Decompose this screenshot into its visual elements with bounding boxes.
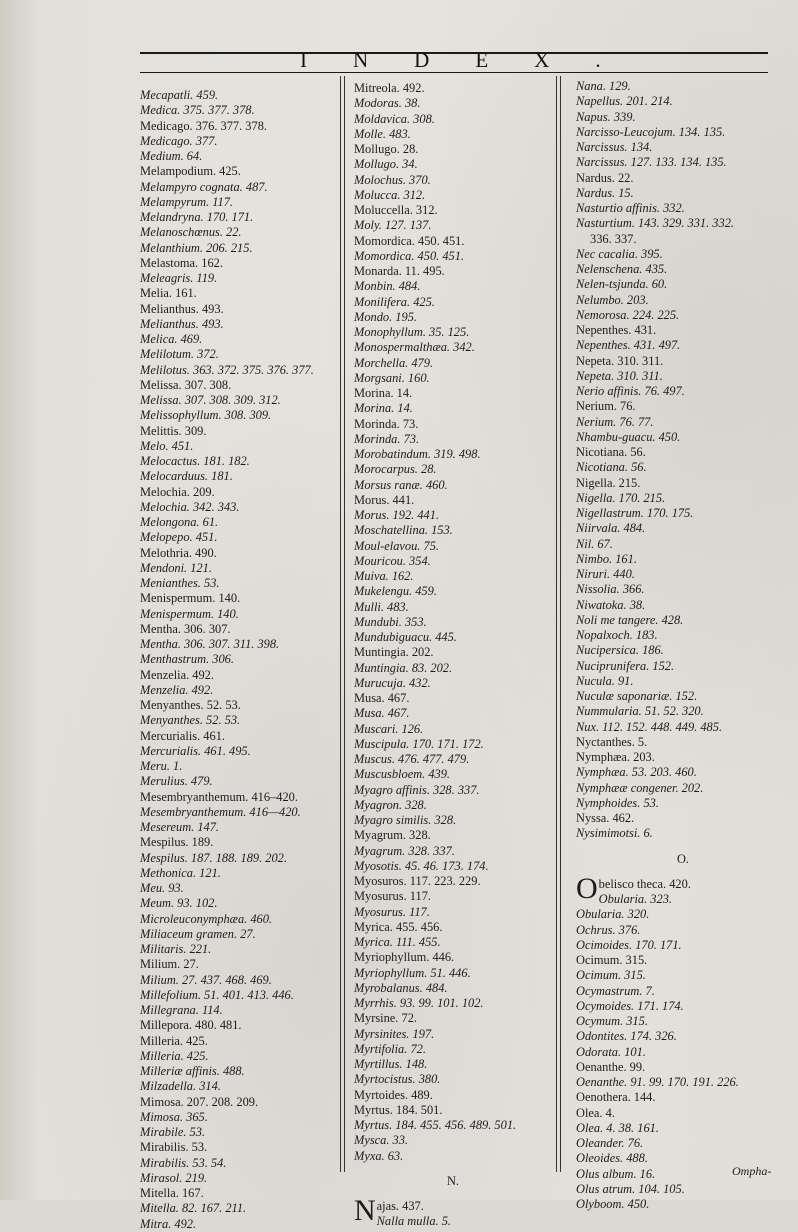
- index-entry: Muntingia. 202.: [354, 645, 434, 660]
- index-entry: Nymphæa. 203.: [576, 750, 655, 764]
- index-entry: Niirvala. 484.: [576, 521, 646, 536]
- index-entry: Medica. 375. 377. 378.: [140, 103, 255, 118]
- index-entry: Moul-elavou. 75.: [354, 538, 439, 553]
- index-entry: Mysca. 33.: [354, 1133, 409, 1148]
- index-entry: Menispermum. 140.: [140, 591, 241, 606]
- index-entry: Menispermum. 140.: [140, 606, 239, 621]
- index-entry: Nasturtio affinis. 332.: [576, 201, 685, 215]
- index-entry: Molochus. 370.: [354, 172, 431, 187]
- index-entry: Myrrhis. 93. 99. 101. 102.: [354, 996, 484, 1010]
- index-entry: Oleoides. 488.: [576, 1151, 648, 1166]
- index-entry: Methonica. 121.: [140, 865, 221, 880]
- index-entry: Millepora. 480. 481.: [140, 1018, 242, 1033]
- index-entry: Obularia. 323.: [598, 892, 672, 906]
- index-entry: Melica. 469.: [140, 332, 203, 346]
- index-entry: Oenothera. 144.: [576, 1090, 656, 1105]
- index-entry: Melittis. 309.: [140, 423, 207, 438]
- index-entry: Nhambu-guacu. 450.: [576, 429, 681, 444]
- index-entry: Moluccella. 312.: [354, 203, 438, 217]
- index-entry: Moly. 127. 137.: [354, 218, 432, 233]
- catchword: Ompha-: [732, 1164, 772, 1178]
- index-entry: Muscari. 126.: [354, 721, 424, 736]
- column-divider: [560, 76, 561, 1172]
- index-entry: Myrtocistus. 380.: [354, 1072, 441, 1087]
- index-entry: Militaris. 221.: [140, 942, 212, 956]
- index-entry: Molle. 483.: [354, 126, 411, 141]
- index-entry: Odontites. 174. 326.: [576, 1029, 677, 1044]
- index-entry: Menyanthes. 52. 53.: [140, 698, 241, 712]
- index-entry: Nerium. 76.: [576, 399, 636, 414]
- index-entry: Nissolia. 366.: [576, 582, 645, 597]
- index-entry: Menyanthes. 52. 53.: [140, 713, 241, 728]
- index-entry: Nymphæa. 53. 203. 460.: [576, 765, 697, 780]
- index-entry: Nigella. 170. 215.: [576, 490, 666, 505]
- index-entry: Milium. 27.: [140, 957, 199, 972]
- index-entry: Melocarduus. 181.: [140, 469, 233, 484]
- index-entry: Mitra. 492.: [140, 1216, 197, 1231]
- index-entry: Nopalxoch. 183.: [576, 628, 658, 642]
- index-entry: Myagron. 328.: [354, 797, 427, 812]
- index-entry: Monospermalthæa. 342.: [354, 340, 475, 355]
- index-entry: Mitella. 167.: [140, 1186, 204, 1200]
- index-entry: Muscusbloem. 439.: [354, 767, 451, 782]
- index-entry: Morinda. 73.: [354, 431, 420, 446]
- index-entry: Morina. 14.: [354, 386, 413, 400]
- index-entry: Olea. 4.: [576, 1105, 615, 1120]
- index-entry: Melochia. 342. 343.: [140, 499, 240, 514]
- index-entry: Melo. 451.: [140, 438, 194, 453]
- index-entry: Nuciprunifera. 152.: [576, 658, 675, 673]
- index-entry: Nux. 112. 152. 448. 449. 485.: [576, 719, 723, 734]
- index-entry: Nardus. 15.: [576, 185, 634, 200]
- index-entry: Milium. 27. 437. 468. 469.: [140, 972, 272, 987]
- index-entry: Myrtifolia. 72.: [354, 1041, 426, 1056]
- index-entry: Nigella. 215.: [576, 475, 641, 490]
- index-entry: Mirasol. 219.: [140, 1170, 208, 1185]
- header-rule-bottom: [140, 72, 768, 73]
- index-entry: Myxa. 63.: [354, 1148, 404, 1163]
- index-entry: Nuculæ saponariæ. 152.: [576, 689, 698, 703]
- index-entry: Oleander. 76.: [576, 1136, 644, 1150]
- index-entry: Ocymastrum. 7.: [576, 983, 655, 998]
- index-entry: Mundubiguacu. 445.: [354, 630, 457, 644]
- index-entry: Myagrum. 328.: [354, 828, 431, 843]
- index-entry: Mirabilis. 53.: [140, 1140, 208, 1155]
- column-divider: [556, 76, 557, 1172]
- index-entry: Nelumbo. 203.: [576, 292, 649, 307]
- index-entry: Monophyllum. 35. 125.: [354, 325, 470, 339]
- index-entry: Meru. 1.: [140, 759, 183, 773]
- index-entry: Oenanthe. 99.: [576, 1059, 646, 1074]
- index-entry: Niruri. 440.: [576, 567, 635, 581]
- index-entry: Meum. 93. 102.: [140, 896, 218, 911]
- index-entry: Melocactus. 181. 182.: [140, 454, 250, 468]
- index-entry: Ocimoides. 170. 171.: [576, 937, 682, 952]
- index-entry: Melanthium. 206. 215.: [140, 240, 253, 255]
- index-entry: Monbin. 484.: [354, 279, 421, 294]
- index-entry: Nelenschena. 435.: [576, 262, 668, 276]
- index-entry: Oenanthe. 91. 99. 170. 191. 226.: [576, 1075, 739, 1089]
- index-entry: Olus album. 16.: [576, 1166, 656, 1181]
- index-entry: Melopepo. 451.: [140, 530, 218, 545]
- drop-initial: N: [354, 1194, 376, 1227]
- index-entry: Modoras. 38.: [354, 96, 421, 111]
- index-entry: Muscipula. 170. 171. 172.: [354, 736, 484, 751]
- section-letter-heading: N.: [446, 1173, 460, 1188]
- index-entry: Mentha. 306. 307. 311. 398.: [140, 637, 280, 651]
- index-entry: Milzadella. 314.: [140, 1079, 221, 1094]
- index-entry: Molucca. 312.: [354, 187, 426, 202]
- index-entry: Narcisso-Leucojum. 134. 135.: [576, 124, 726, 139]
- index-entry: Musa. 467.: [354, 691, 410, 705]
- index-entry: Nucula. 91.: [576, 673, 634, 688]
- index-entry: Menianthes. 53.: [140, 576, 220, 590]
- index-entry: Myosurus. 117.: [354, 889, 431, 904]
- index-entry: Ocymum. 315.: [576, 1014, 648, 1028]
- index-entry: Mendoni. 121.: [140, 560, 212, 575]
- index-entry: Myrtoides. 489.: [354, 1087, 433, 1102]
- index-entry: Ocimum. 315.: [576, 953, 648, 967]
- index-entry: Nymphææ congener. 202.: [576, 780, 704, 795]
- section-letter-heading: O.: [676, 851, 690, 866]
- first-entry-text: ajas. 437.: [376, 1199, 424, 1213]
- index-entry: Melilotus. 363. 372. 375. 376. 377.: [140, 362, 314, 377]
- index-entry: Nummularia. 51. 52. 320.: [576, 704, 704, 719]
- index-entry: Nimbo. 161.: [576, 551, 637, 566]
- index-entry: Nemorosa. 224. 225.: [576, 307, 680, 322]
- index-entry: Murucuja. 432.: [354, 675, 431, 690]
- index-entry: Musa. 467.: [354, 706, 410, 721]
- index-entry: Nysimimotsi. 6.: [576, 826, 653, 841]
- index-entry: Morocarpus. 28.: [354, 462, 437, 477]
- index-entry: Mesembryanthemum. 416—420.: [140, 804, 301, 819]
- index-entry: Ocymoides. 171. 174.: [576, 998, 684, 1013]
- index-entry: Momordica. 450. 451.: [354, 233, 465, 248]
- index-entry: Mirabile. 53.: [140, 1125, 206, 1139]
- index-entry: Napus. 339.: [576, 109, 636, 124]
- index-entry: Melissophyllum. 308. 309.: [140, 408, 272, 423]
- index-entry: Nana. 129.: [576, 79, 631, 93]
- index-entry: Mirabilis. 53. 54.: [140, 1155, 227, 1170]
- index-entry: Moschatellina. 153.: [354, 523, 453, 538]
- index-entry: Myrsine. 72.: [354, 1011, 417, 1026]
- index-entry: Muntingia. 83. 202.: [354, 660, 453, 675]
- index-entry: Mitella. 82. 167. 211.: [140, 1201, 247, 1216]
- index-entry: Mitreola. 492.: [354, 81, 425, 95]
- index-entry: Nepenthes. 431. 497.: [576, 338, 681, 353]
- index-entry: Medium. 64.: [140, 149, 203, 163]
- index-entry: Nepeta. 310. 311.: [576, 368, 663, 383]
- index-entry: Melia. 161.: [140, 286, 197, 301]
- index-entry: Mouricou. 354.: [354, 553, 431, 568]
- index-entry: Odorata. 101.: [576, 1044, 646, 1059]
- index-entry: Morgsani. 160.: [354, 370, 430, 385]
- index-entry: Mercurialis. 461.: [140, 728, 225, 743]
- index-entry: Myrtus. 184. 455. 456. 489. 501.: [354, 1118, 517, 1132]
- index-entry: Millefolium. 51. 401. 413. 446.: [140, 987, 294, 1002]
- index-entry: Nicotiana. 56.: [576, 445, 646, 459]
- index-entry: Merulius. 479.: [140, 774, 213, 789]
- index-entry: Nerium. 76. 77.: [576, 414, 654, 429]
- index-entry: Meleagris. 119.: [140, 271, 218, 285]
- drop-initial: O: [576, 871, 598, 905]
- index-entry: Morinda. 73.: [354, 416, 419, 431]
- index-entry: Mespilus. 187. 188. 189. 202.: [140, 850, 287, 865]
- index-entry: Nil. 67.: [576, 536, 613, 551]
- index-entry: Nerio affinis. 76. 497.: [576, 384, 685, 398]
- index-entry: Melampyro cognata. 487.: [140, 179, 268, 194]
- index-entry: Melanoschœnus. 22.: [140, 225, 242, 240]
- index-entry: Mimosa. 207. 208. 209.: [140, 1094, 259, 1109]
- index-entry: Mukelengu. 459.: [354, 584, 437, 599]
- index-entry: Muscus. 476. 477. 479.: [354, 752, 470, 766]
- index-entry: Olea. 4. 38. 161.: [576, 1120, 659, 1135]
- index-entry: Miliaceum gramen. 27.: [140, 926, 256, 941]
- index-entry: Nelen-tsjunda. 60.: [576, 277, 668, 292]
- index-entry: Nyctanthes. 5.: [576, 734, 648, 749]
- index-entry: Myrsinites. 197.: [354, 1026, 435, 1041]
- index-entry: Melongona. 61.: [140, 515, 219, 529]
- index-entry: Myrtillus. 148.: [354, 1057, 428, 1071]
- index-entry: Medicago. 376. 377. 378.: [140, 118, 267, 133]
- index-entry: Melampodium. 425.: [140, 164, 241, 179]
- index-entry: Myrica. 455. 456.: [354, 919, 443, 934]
- index-entry: Olus atrum. 104. 105.: [576, 1181, 685, 1196]
- index-entry: Menzelia. 492.: [140, 682, 214, 697]
- index-entry: Menthastrum. 306.: [140, 652, 234, 667]
- column-divider: [344, 76, 345, 1172]
- index-entry: Myosurus. 117.: [354, 904, 430, 919]
- column-divider: [340, 76, 341, 1172]
- index-column-3: [576, 79, 790, 1212]
- index-entry: Nec cacalia. 395.: [576, 246, 663, 261]
- index-entry: Myosuros. 117. 223. 229.: [354, 874, 481, 888]
- index-column-1: [140, 88, 336, 1232]
- index-entry: Myrobalanus. 484.: [354, 980, 448, 995]
- index-entry: Myrica. 111. 455.: [354, 935, 441, 949]
- index-entry: Nasturtium. 143. 329. 331. 332.: [576, 216, 734, 231]
- index-entry: Obularia. 320.: [576, 907, 650, 922]
- index-entry: Mulli. 483.: [354, 599, 409, 614]
- index-entry: Melastoma. 162.: [140, 255, 223, 270]
- index-entry: Melissa. 307. 308. 309. 312.: [140, 393, 281, 407]
- index-entry: Microleuconymphæa. 460.: [140, 911, 273, 926]
- index-entry: Ochrus. 376.: [576, 922, 641, 937]
- index-entry: Melianthus. 493.: [140, 301, 224, 316]
- index-entry: Mundubi. 353.: [354, 614, 427, 629]
- index-entry: Mespilus. 189.: [140, 835, 214, 850]
- index-entry: Melochia. 209.: [140, 484, 215, 499]
- index-column-2: [354, 81, 552, 1230]
- page-title: INDEX.: [300, 48, 647, 72]
- index-entry: Nepenthes. 431.: [576, 323, 657, 337]
- index-entry: Nigellastrum. 170. 175.: [576, 506, 694, 520]
- index-entry: Menzelia. 492.: [140, 667, 214, 682]
- index-entry: Ocimum. 315.: [576, 968, 646, 983]
- index-entry: Milleria. 425.: [140, 1048, 209, 1063]
- index-entry: Mollugo. 34.: [354, 157, 418, 172]
- index-entry: Mercurialis. 461. 495.: [140, 743, 251, 758]
- index-entry: Morchella. 479.: [354, 355, 434, 370]
- index-entry: Myagro affinis. 328. 337.: [354, 782, 480, 797]
- index-entry: Melianthus. 493.: [140, 316, 224, 331]
- index-entry: Mesereum. 147.: [140, 820, 220, 834]
- index-entry: Melissa. 307. 308.: [140, 377, 232, 392]
- index-entry: Monilifera. 425.: [354, 294, 435, 309]
- index-entry: Narcissus. 134.: [576, 140, 653, 154]
- index-entry: Myriophyllum. 446.: [354, 950, 455, 965]
- index-entry: Olyboom. 450.: [576, 1197, 650, 1211]
- index-entry: Myagro similis. 328.: [354, 813, 457, 827]
- index-entry: Napellus. 201. 214.: [576, 94, 673, 109]
- index-entry: Nymphoides. 53.: [576, 795, 659, 810]
- index-entry: Mesembryanthemum. 416–420.: [140, 789, 298, 804]
- index-entry: Meu. 93.: [140, 881, 184, 895]
- index-entry: Mecapatli. 459.: [140, 88, 219, 102]
- index-entry: Morus. 192. 441.: [354, 508, 440, 522]
- index-entry: Nalla mulla. 5.: [376, 1214, 452, 1229]
- first-entry-text: belisco theca. 420.: [598, 876, 691, 891]
- index-entry: Niwatoka. 38.: [576, 597, 646, 612]
- index-entry: Muiva. 162.: [354, 569, 414, 583]
- index-entry: Mimosa. 365.: [140, 1109, 208, 1124]
- index-entry: Nardus. 22.: [576, 170, 634, 185]
- index-entry: Melampyrum. 117.: [140, 194, 234, 209]
- index-entry: Morus. 441.: [354, 492, 415, 507]
- index-entry: Myriophyllum. 51. 446.: [354, 965, 471, 980]
- index-entry: Milleria. 425.: [140, 1033, 208, 1048]
- index-entry: Myosotis. 45. 46. 173. 174.: [354, 858, 489, 873]
- index-entry: Nicotiana. 56.: [576, 460, 647, 475]
- index-entry: Medicago. 377.: [140, 133, 218, 148]
- index-entry: Melothria. 490.: [140, 545, 217, 560]
- index-entry: Noli me tangere. 428.: [576, 612, 684, 627]
- index-entry: Milleriæ affinis. 488.: [140, 1064, 245, 1078]
- index-entry: Nyssa. 462.: [576, 811, 635, 825]
- index-entry: 336. 337.: [590, 231, 637, 246]
- index-entry: Momordica. 450. 451.: [354, 248, 465, 263]
- index-entry: Myagrum. 328. 337.: [354, 843, 455, 858]
- index-entry: Morina. 14.: [354, 401, 413, 416]
- index-entry: Melilotum. 372.: [140, 347, 219, 362]
- index-entry: Morobatindum. 319. 498.: [354, 447, 481, 461]
- index-entry: Millegrana. 114.: [140, 1003, 223, 1017]
- index-entry: Moldavica. 308.: [354, 111, 435, 126]
- index-entry: Mollugo. 28.: [354, 142, 419, 156]
- index-entry: Mentha. 306. 307.: [140, 621, 231, 636]
- index-entry: Nepeta. 310. 311.: [576, 353, 664, 368]
- index-entry: Melandryna. 170. 171.: [140, 210, 254, 224]
- index-entry: Myrtus. 184. 501.: [354, 1102, 443, 1117]
- index-entry: Nucipersica. 186.: [576, 643, 664, 658]
- index-entry: Narcissus. 127. 133. 134. 135.: [576, 155, 727, 170]
- index-entry: Morsus ranæ. 460.: [354, 477, 448, 492]
- index-entry: Monarda. 11. 495.: [354, 264, 445, 278]
- index-entry: Mondo. 195.: [354, 309, 417, 324]
